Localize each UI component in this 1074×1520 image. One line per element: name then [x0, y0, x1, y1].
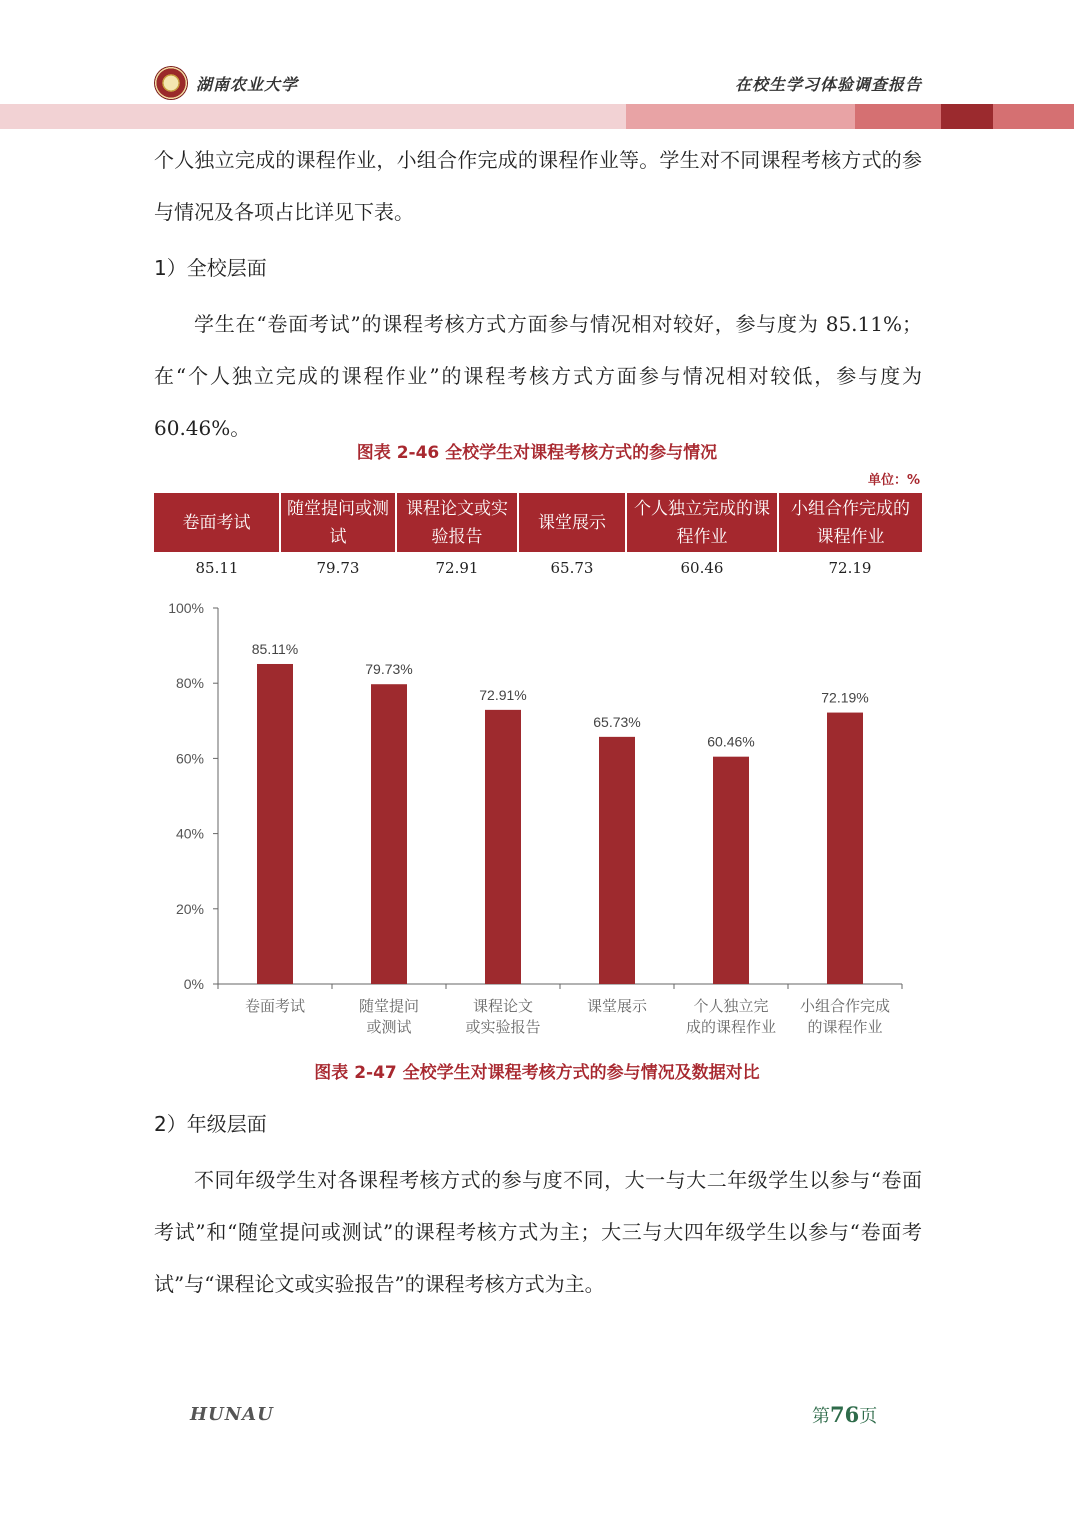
- y-tick-label: 40%: [175, 825, 204, 842]
- paragraph-intro: 个人独立完成的课程作业，小组合作完成的课程作业等。学生对不同课程考核方式的参与情况及各项占比详见下表。: [154, 148, 922, 224]
- header-band: [993, 104, 1074, 129]
- y-tick-label: 0%: [183, 976, 204, 992]
- assessment-table: [154, 493, 922, 584]
- y-tick-label: 60%: [175, 750, 204, 767]
- bar-chart: [154, 590, 922, 1050]
- table-row: [154, 552, 922, 584]
- table-caption: 图表 2-46 全校学生对课程考核方式的参与情况: [356, 443, 718, 463]
- paragraph-school-summary: 学生在“卷面考试”的课程考核方式方面参与情况相对较好，参与度为 85.11%；在“个人独立完成的课程作业”的课程考核方式方面参与情况相对较低，参与度为 60.46%。: [154, 312, 922, 440]
- page-number: [812, 1402, 877, 1428]
- bar: [713, 757, 749, 984]
- table-cell: 72.19: [828, 559, 872, 577]
- bar: [599, 737, 635, 984]
- table-header-cell: 卷面考试: [154, 493, 280, 552]
- university-name: 湖南农业大学: [196, 75, 299, 94]
- category-label: 课堂展示: [586, 997, 648, 1015]
- section-heading-grade: 2）年级层面: [154, 1112, 267, 1136]
- header-band: [855, 104, 941, 129]
- page-prefix: 第: [812, 1406, 830, 1427]
- table-header-cell: 课堂展示: [518, 493, 626, 552]
- bar: [371, 684, 407, 984]
- bar: [827, 713, 863, 984]
- bar: [257, 664, 293, 984]
- y-tick-label: 20%: [175, 900, 204, 917]
- section-heading-school: 1）全校层面: [154, 256, 267, 280]
- data-label: 72.19%: [821, 689, 869, 706]
- header-band: [0, 104, 626, 129]
- table-cell: 65.73: [550, 559, 594, 577]
- table-cell: 79.73: [316, 559, 360, 577]
- data-label: 72.91%: [479, 686, 527, 703]
- y-tick-label: 100%: [168, 600, 204, 616]
- chart-caption: 图表 2-47 全校学生对课程考核方式的参与情况及数据对比: [314, 1063, 760, 1083]
- table-cell: 60.46: [680, 559, 724, 577]
- page-suffix: 页: [859, 1406, 878, 1427]
- header-band: [626, 104, 855, 129]
- unit-label: 单位：%: [867, 473, 920, 488]
- category-label: 课程论文: [472, 997, 534, 1015]
- table-header-cell: 个人独立完成的课程作业: [626, 493, 778, 552]
- page-number-value: 76: [830, 1402, 860, 1427]
- data-label: 65.73%: [593, 713, 641, 730]
- header-band: [941, 104, 993, 129]
- data-label: 60.46%: [707, 733, 755, 750]
- paragraph-grade-summary: 不同年级学生对各课程考核方式的参与度不同，大一与大二年级学生以参与“卷面考试”和“随堂提问或测试”的课程考核方式为主；大三与大四年级学生以参与“卷面考试”与“课程论文或实验报告”的课程考核方式为主。: [154, 1168, 922, 1296]
- table-header-cell: 小组合作完成的课程作业: [778, 493, 922, 552]
- y-tick-label: 80%: [175, 675, 204, 692]
- category-label: 卷面考试: [244, 997, 306, 1015]
- data-label: 79.73%: [365, 661, 413, 678]
- category-label: 成的课程作业: [685, 1018, 777, 1036]
- category-label: 或测试: [366, 1018, 412, 1036]
- university-seal-icon: [154, 66, 188, 100]
- report-title: 在校生学习体验调查报告: [734, 75, 922, 94]
- category-label: 随堂提问: [358, 997, 420, 1015]
- footer-logo-text: HUNAU: [190, 1404, 274, 1425]
- bar: [485, 710, 521, 984]
- table-cell: 72.91: [435, 559, 479, 577]
- data-label: 85.11%: [251, 640, 299, 657]
- page-header: [0, 0, 1074, 132]
- table-header-cell: 课程论文或实验报告: [396, 493, 518, 552]
- category-label: 或实验报告: [465, 1018, 541, 1036]
- category-label: 个人独立完: [693, 997, 769, 1015]
- category-label: 的课程作业: [807, 1018, 883, 1036]
- table-header-row: [154, 493, 922, 552]
- table-cell: 85.11: [195, 559, 239, 577]
- category-label: 小组合作完成: [799, 997, 891, 1015]
- table-header-cell: 随堂提问或测试: [280, 493, 396, 552]
